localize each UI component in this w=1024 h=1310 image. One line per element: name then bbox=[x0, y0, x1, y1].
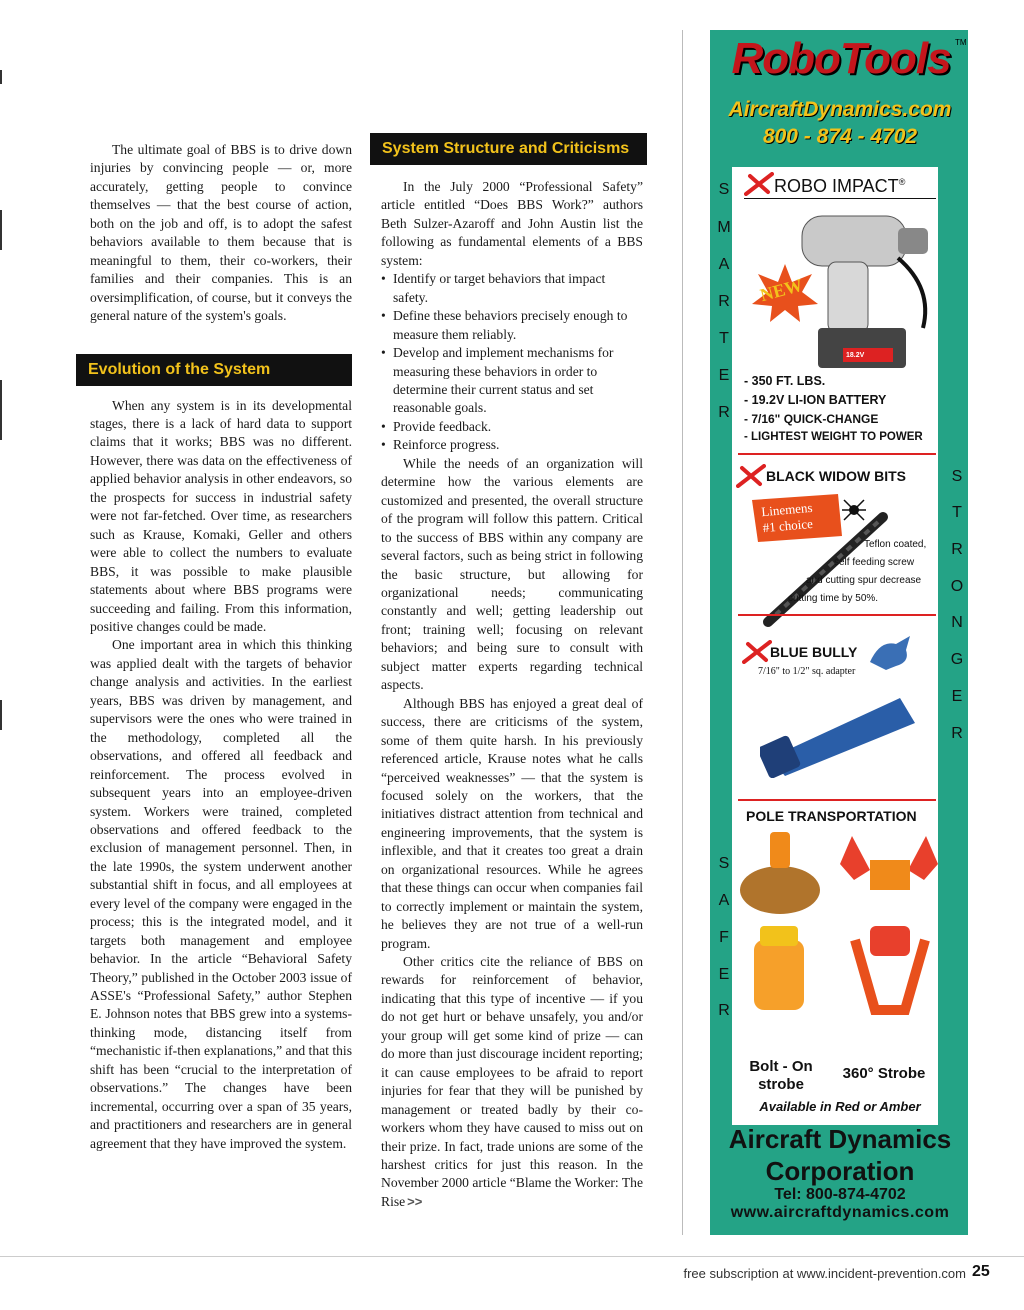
divider bbox=[738, 453, 936, 455]
vertical-letter: E bbox=[718, 966, 730, 983]
divider bbox=[738, 799, 936, 801]
bbs-elements-list bbox=[381, 270, 643, 455]
vertical-letter: A bbox=[718, 256, 730, 273]
company-phone: Tel: 800-874-4702 bbox=[774, 1186, 906, 1203]
section-heading-system-structure: System Structure and Criticisms bbox=[370, 133, 647, 165]
vertical-letter: A bbox=[718, 892, 730, 909]
company-url[interactable]: www.aircraftdynamics.com bbox=[730, 1204, 950, 1221]
vertical-letter: E bbox=[718, 367, 730, 384]
widow-description: Teflon coated, bbox=[864, 539, 927, 550]
company-name-line2: Corporation bbox=[765, 1156, 915, 1186]
vertical-letter: T bbox=[719, 330, 729, 347]
edge-mark bbox=[0, 210, 2, 250]
impact-spec: - 19.2V LI-ION BATTERY bbox=[744, 393, 887, 407]
bull-logo-icon bbox=[866, 632, 914, 672]
footer-rule bbox=[0, 1256, 1024, 1257]
list-item: • Define these behaviors precisely enough to measure them reliably. bbox=[381, 307, 643, 344]
list-item: • Provide feedback. bbox=[381, 418, 643, 436]
new-badge-label: NEW bbox=[758, 274, 805, 306]
x-mark-icon bbox=[736, 464, 766, 488]
continued-arrow-icon[interactable]: >> bbox=[407, 1193, 423, 1209]
edge-mark bbox=[0, 70, 2, 84]
impact-spec: - 350 FT. LBS. bbox=[744, 374, 826, 388]
battery-voltage-label: 18.2V bbox=[846, 352, 865, 359]
impact-spec: - 7/16" QUICK-CHANGE bbox=[744, 412, 879, 426]
company-name-line1: Aircraft Dynamics bbox=[728, 1124, 952, 1154]
bolt-on-strobe-label: Bolt - On strobe bbox=[749, 1058, 813, 1093]
article-column-1 bbox=[90, 141, 352, 1153]
ad-phone: 800 - 874 - 4702 bbox=[762, 125, 918, 148]
adapter-image bbox=[760, 678, 920, 778]
article-column-2 bbox=[381, 178, 643, 1211]
evolution-paragraph-2: One important area in which this thinking was applied dealt with the targets of behavior change analysis and activities. In the earliest years, BBS was driven by management, and supervisors were the ones who were trained in the methodology, completed all the observations, and offered all feedback and reinforcement. The process evolved in subsequent years into an employee-driven system. Workers were trained, completed observations and offered feedback to the exclusion of management personnel. Then, in the late 1990s, the system underwent another substantial shift in focus, and all employees at every level of the company were engaged in the process; this is the integrated model, and it targets both management and employee behavior. In the article “Behavioral Safety Theory,” published in the October 2003 issue of ASSE's “Professional Safety,” author Stephen E. Johnson notes that BBS grew into a systems-thinking mode, distancing itself from “mechanistic if-then explanations,” and that this shift has been “crucial to the interpretation of observations.” The changes have been incremental, occurring over a span of 35 years, and practitioners and researchers are in general agreement that they have improved the system. bbox=[90, 637, 352, 1151]
linemens-line: Linemens bbox=[760, 499, 814, 520]
column-divider bbox=[682, 30, 683, 1235]
vertical-letter: G bbox=[950, 651, 964, 668]
subscription-link[interactable]: free subscription at www.incident-prevention.com bbox=[683, 1266, 966, 1281]
available-colors-label: Available in Red or Amber bbox=[759, 1099, 921, 1114]
vertical-letter: R bbox=[951, 725, 963, 742]
vertical-letter: M bbox=[717, 219, 731, 236]
vertical-letter: R bbox=[718, 404, 730, 421]
robo-impact-label: ROBO IMPACT bbox=[774, 176, 899, 196]
strobe-product-images bbox=[740, 830, 940, 1050]
structure-paragraph-4 bbox=[381, 953, 643, 1211]
vertical-letter: E bbox=[951, 688, 963, 705]
blue-bully-title: BLUE BULLY bbox=[770, 644, 858, 660]
edge-mark bbox=[0, 380, 2, 440]
vertical-letter: R bbox=[718, 293, 730, 310]
registered-mark: ® bbox=[898, 177, 906, 187]
widow-description: self feeding screw bbox=[834, 557, 915, 568]
vertical-letter: R bbox=[718, 1002, 730, 1019]
structure-paragraph-3: Although BBS has enjoyed a great deal of success, there are criticisms of the system, some of them quite harsh. In his previously referenced article, Krause notes what he calls “perceived weaknesses” — that the system is focused solely on the workers, that the initiatives distract attention from technical and engineering improvements, that the system is inflexible, and that it creates too great a drain on organizational resources. While he agrees that these things can occur when companies fail to correctly implement or maintain the system, he believes they are not true of a well-run program. bbox=[381, 695, 643, 951]
vertical-letter: N bbox=[951, 614, 963, 631]
vertical-letter: S bbox=[718, 855, 730, 872]
structure-paragraph-2: While the needs of an organization will determine how the various elements are customized and presented, the overall structure of the program will follow this pattern. Critical to the success of BBS within any company are several factors, such as being strict in following the basic structure, but allowing for organizational needs; communicating constantly and well; getting leadership out front; training well; focusing on relevant behaviors; and being sure to consult with subject matter experts regarding technical aspects. bbox=[381, 455, 643, 693]
ad-brand-logo: RoboTools bbox=[731, 34, 951, 83]
structure-paragraph-1: In the July 2000 “Professional Safety” article entitled “Does BBS Work?” authors Beth Sulzer-Azaroff and John Austin list the following as fundamental elements of a BBS system: bbox=[381, 179, 643, 268]
page-number: 25 bbox=[972, 1263, 990, 1280]
widow-description: and cutting spur decrease bbox=[806, 575, 922, 586]
impact-spec: - LIGHTEST WEIGHT TO POWER bbox=[744, 431, 923, 443]
vertical-letter: F bbox=[719, 929, 729, 946]
intro-paragraph: The ultimate goal of BBS is to drive down injuries by convincing people — or, more accurately, getting people to convince themselves — that the best course of action, both on the job and off, is to adopt the safest behaviors available to them because that is meaningful to them, their co-workers, their families and their companies. This is an oversimplification, of course, but it conveys the general nature of the system's goals. bbox=[90, 142, 352, 324]
black-widow-title: BLACK WIDOW BITS bbox=[766, 468, 906, 484]
strobe-360-label: 360° Strobe bbox=[842, 1065, 926, 1082]
list-item: • Develop and implement mechanisms for measuring these behaviors in order to determine their current status and set reasonable goals. bbox=[381, 344, 643, 418]
widow-description: cutting time by 50%. bbox=[788, 593, 879, 604]
vertical-letter: S bbox=[718, 181, 730, 198]
vertical-letter: T bbox=[952, 504, 962, 521]
pole-transportation-title: POLE TRANSPORTATION bbox=[746, 808, 917, 824]
list-item: • Identify or target behaviors that impact safety. bbox=[381, 270, 643, 307]
ad-website: AircraftDynamics.com bbox=[728, 98, 952, 121]
trademark-mark: TM bbox=[955, 38, 967, 47]
list-item: • Reinforce progress. bbox=[381, 436, 643, 454]
x-mark-icon bbox=[744, 172, 774, 196]
edge-mark bbox=[0, 700, 2, 730]
divider bbox=[738, 614, 936, 616]
vertical-letter: R bbox=[951, 541, 963, 558]
blue-bully-description: 7/16" to 1/2" sq. adapter bbox=[758, 666, 856, 677]
structure-paragraph-4-text: Other critics cite the reliance of BBS on rewards for reinforcement of behavior, indicating that this type of incentive — if you do not get hurt or behave unsafely, you and/or your group will get some kind of prize — can do more than just discourage incident reporting; it can cause employees to be afraid to report injuries for fear that they will be punished by management or treated badly by their co-workers whom they have caused to miss out on their prize. In fact, trade unions are some of the harshest critics for just this reason. In the November 2000 article “Blame the Worker: The Rise bbox=[381, 954, 643, 1209]
section-heading-evolution: Evolution of the System bbox=[76, 354, 352, 386]
robo-impact-title bbox=[774, 176, 905, 197]
vertical-letter: O bbox=[950, 578, 964, 595]
vertical-letter: S bbox=[951, 468, 963, 485]
x-mark-icon bbox=[742, 640, 772, 664]
evolution-paragraph-1: When any system is in its developmental stages, there is a lack of hard data to support claims that it works; BBS was no different. However, there was data on the effectiveness of applied behavior analysis in other endeavors, so the prospects for success in industrial safety were not far-fetched. Over time, as researchers such as Krause, Komaki, Geller and others were able to collect the numbers to evaluate BBS, it was possible to make plausible statements about where BBS programs were succeeding and failing. From this information, positive changes could be made. bbox=[90, 397, 352, 634]
linemens-line: #1 choice bbox=[762, 515, 814, 536]
